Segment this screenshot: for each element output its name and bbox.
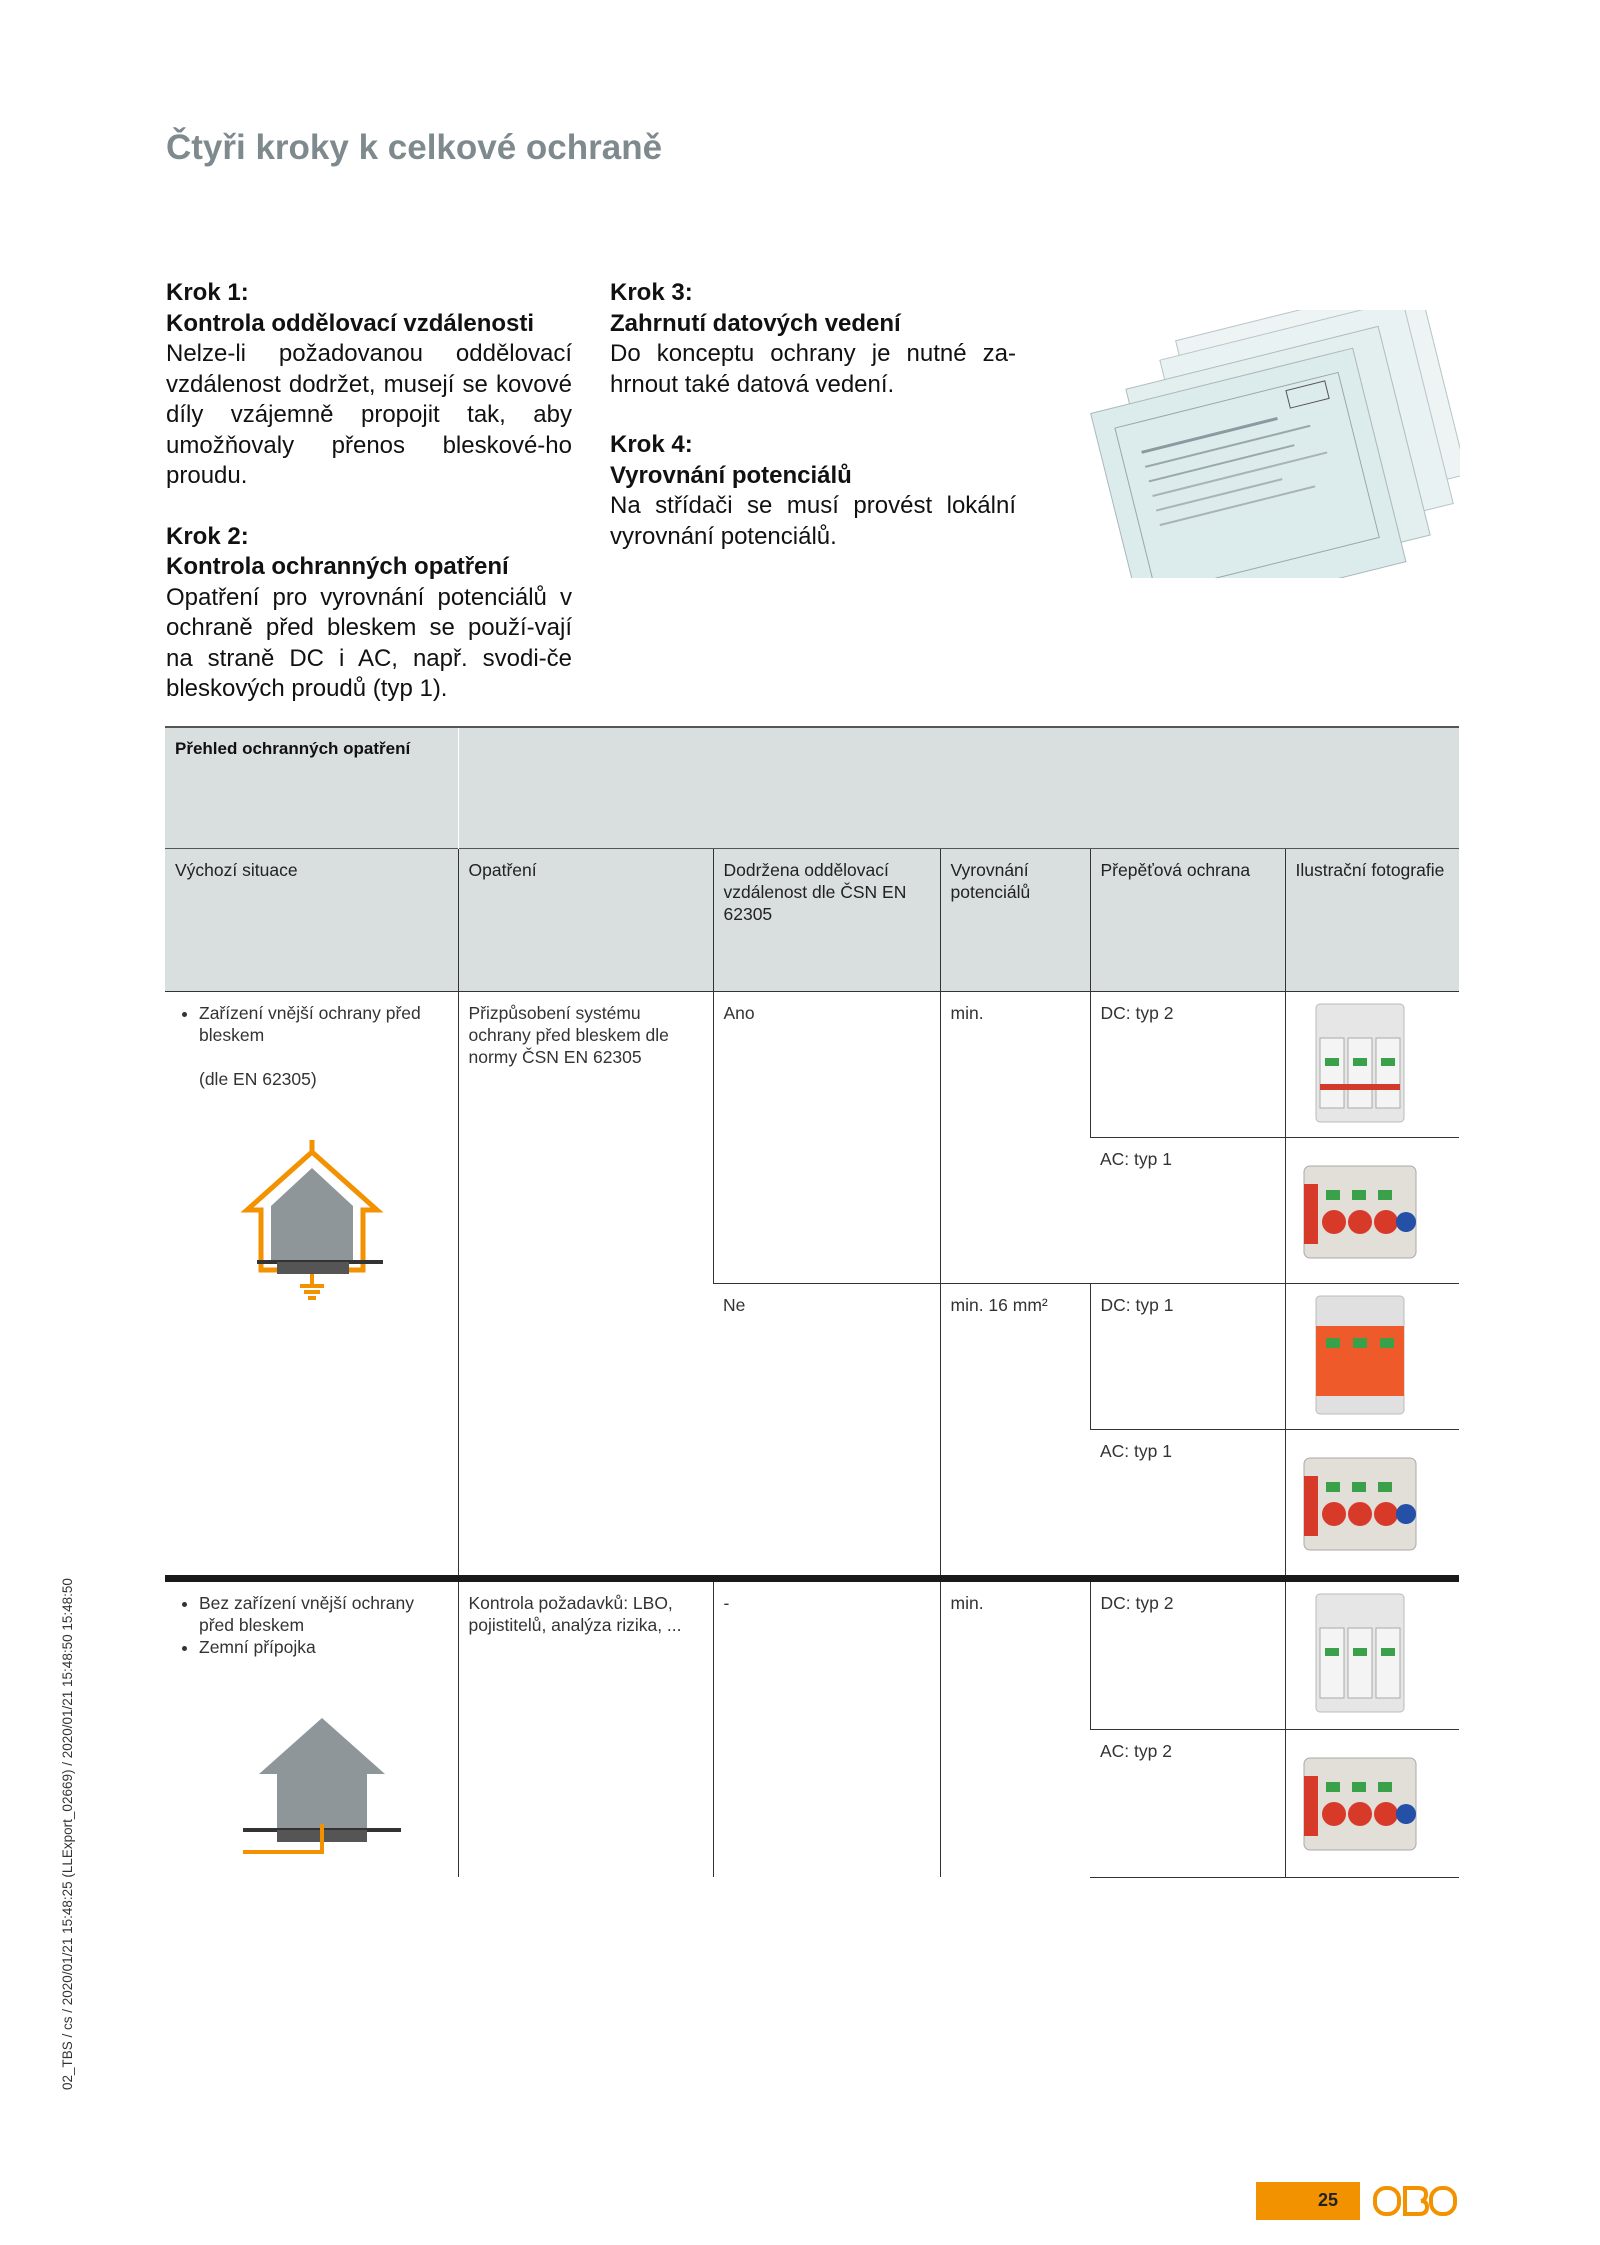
overview-table [165, 726, 1459, 1878]
bonding-cell: min. 16 mm² [940, 1284, 1090, 1579]
device-red-icon [1296, 1144, 1424, 1272]
steps-column-right [610, 278, 1016, 582]
step-text: Na střídači se musí provést lokální vyrovnání potenciálů. [610, 492, 1016, 550]
step-label: Krok 2: [166, 522, 249, 550]
table-row [165, 1579, 1459, 1730]
device-red-icon [1296, 1436, 1424, 1564]
situation-cell [165, 1579, 458, 1878]
photo-cell [1285, 1430, 1459, 1579]
distance-cell: Ne [713, 1284, 940, 1579]
situation-item: • Bez zařízení vnější ochrany před bleskem [199, 1592, 448, 1636]
step-2 [166, 522, 572, 705]
protection-cell: AC: typ 1 [1090, 1430, 1285, 1579]
photo-cell [1285, 1138, 1459, 1284]
step-4 [610, 430, 1016, 552]
column-header: Ilustrační fotografie [1285, 849, 1459, 992]
house-ground-icon [237, 1712, 407, 1862]
situation-cell [165, 992, 458, 1579]
photo-cell [1285, 1284, 1459, 1430]
column-header: Výchozí situace [165, 849, 458, 992]
step-label: Krok 1: [166, 279, 249, 306]
situation-item: • Zemní přípojka [199, 1636, 448, 1658]
measure-cell: Přizpůsobení systému ochrany před bleskem dle normy ČSN EN 62305 [458, 992, 713, 1579]
situation-item: • Zařízení vnější ochrany před bleskem [199, 1002, 448, 1046]
page-number: 25 [1317, 2190, 1339, 2210]
column-header: Přepěťová ochrana [1090, 849, 1285, 992]
column-header: Opatření [458, 849, 713, 992]
photo-cell [1285, 1729, 1459, 1877]
step-label: Krok 3: [610, 279, 693, 306]
protection-cell: DC: typ 2 [1090, 992, 1285, 1138]
device-grey-icon [1296, 1588, 1424, 1716]
distance-cell: Ano [713, 992, 940, 1284]
protection-cell: AC: typ 1 [1090, 1138, 1285, 1284]
step-heading: Kontrola ochranných opatření [166, 553, 509, 580]
page-title: Čtyři kroky k celkové ochraně [166, 128, 663, 167]
certificates-image [1085, 310, 1460, 578]
step-text: Do konceptu ochrany je nutné za-hrnout také datová vedení. [610, 340, 1016, 398]
device-grey-icon [1296, 998, 1424, 1126]
protection-cell: AC: typ 2 [1090, 1729, 1285, 1877]
distance-cell: - [713, 1579, 940, 1878]
device-orange-icon [1296, 1290, 1424, 1418]
protection-cell: DC: typ 1 [1090, 1284, 1285, 1430]
step-heading: Vyrovnání potenciálů [610, 461, 852, 489]
step-text: Opatření pro vyrovnání potenciálů v ochraně před bleskem se použí-vají na straně DC i AC, např. svodi-če bleskových proudů (typ 1). [166, 583, 572, 702]
column-header: Vyrovnání potenciálů [940, 849, 1090, 992]
table-title: Přehled ochranných opatření [165, 727, 458, 849]
step-heading: Kontrola oddělovací vzdálenosti [166, 309, 535, 337]
table-header-row [165, 849, 1459, 992]
step-3 [610, 278, 1016, 400]
measure-cell: Kontrola požadavků: LBO, pojistitelů, analýza rizika, ... [458, 1579, 713, 1878]
step-text: Nelze-li požadovanou oddělovací vzdálenost dodržet, musejí se kovové díly vzájemně propojit tak, aby umožňovaly přenos bleskové-ho proudu. [166, 340, 572, 489]
table-row [165, 992, 1459, 1138]
steps-column-left [166, 278, 572, 735]
table-title-bar [458, 727, 1459, 849]
photo-cell [1285, 992, 1459, 1138]
step-1 [166, 278, 572, 492]
bonding-cell: min. [940, 1579, 1090, 1878]
column-header: Dodržena oddělovací vzdálenost dle ČSN EN 62305 [713, 849, 940, 992]
situation-note: (dle EN 62305) [199, 1069, 317, 1089]
step-heading: Zahrnutí datových vedení [610, 309, 901, 337]
device-red-icon [1296, 1736, 1424, 1864]
print-info: 02_TBS / cs / 2020/01/21 15:48:25 (LLExport_02669) / 2020/01/21 15:48:50 15:48:50 [60, 1578, 75, 2090]
house-lightning-icon [237, 1140, 387, 1300]
obo-logo-icon [1373, 2184, 1457, 2218]
protection-cell: DC: typ 2 [1090, 1579, 1285, 1730]
bonding-cell: min. [940, 992, 1090, 1284]
photo-cell [1285, 1579, 1459, 1730]
step-label: Krok 4: [610, 431, 693, 458]
